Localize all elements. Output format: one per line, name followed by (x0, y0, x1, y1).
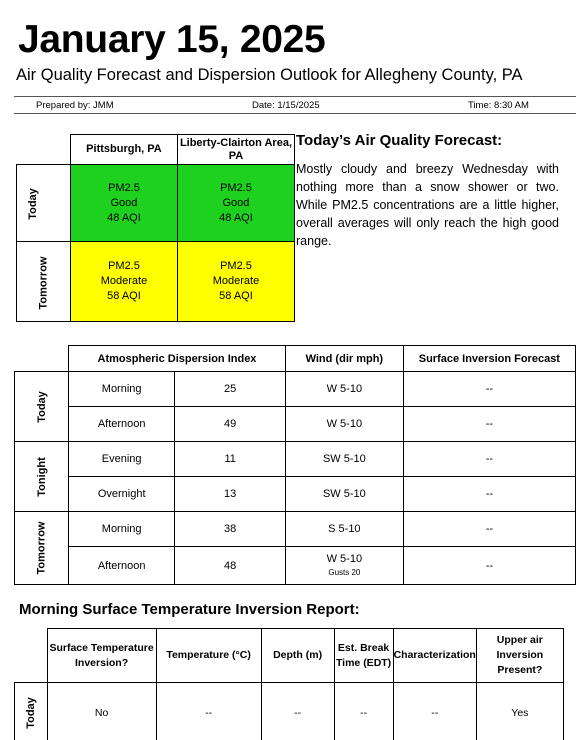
period-label: Afternoon (68, 407, 174, 442)
report-date-title: January 15, 2025 (18, 18, 326, 61)
aq-forecast-table (16, 134, 295, 322)
group-label-tonight: Tonight (15, 442, 69, 512)
forecast-paragraph: Mostly cloudy and breezy Wednesday with nothing more than a snow shower or two. While PM2.5 concentrations are a little higher, overall averages will only reach the high good range. (296, 162, 559, 248)
column-header-upper-air: Upper air Inversion Present? (476, 629, 563, 683)
column-header-break-time: Est. Break Time (EDT) (334, 629, 393, 683)
inversion-report-table (14, 628, 564, 740)
table-corner (15, 346, 69, 372)
table-corner (15, 629, 48, 683)
aq-cell-liberty-today (177, 165, 294, 242)
aq-cell-liberty-tomorrow (177, 242, 294, 322)
column-header-liberty-clairton: Liberty-Clairton Area, PA (177, 135, 294, 165)
row-label-today: Today (17, 165, 71, 242)
period-label: Morning (68, 372, 174, 407)
inversion-report-heading: Morning Surface Temperature Inversion Report: (19, 601, 360, 618)
wind-gust-value: Gusts 20 (328, 567, 361, 577)
aq-category: Good (222, 196, 250, 209)
inversion-value: -- (403, 547, 575, 585)
row-label-tomorrow: Tomorrow (17, 242, 71, 322)
aq-category: Good (110, 196, 138, 209)
report-meta-bar (14, 96, 576, 114)
break-time-value: -- (334, 683, 393, 740)
aq-cell-pittsburgh-today (70, 165, 177, 242)
group-label-tomorrow: Tomorrow (15, 512, 69, 585)
column-header-pittsburgh: Pittsburgh, PA (70, 135, 177, 165)
adi-value: 38 (175, 512, 286, 547)
inversion-value: -- (403, 477, 575, 512)
pollutant-label: PM2.5 (108, 181, 140, 194)
wind-value: SW 5-10 (285, 442, 403, 477)
aqi-value: 48 AQI (107, 211, 141, 224)
report-subtitle: Air Quality Forecast and Dispersion Outlook for Allegheny County, PA (16, 66, 523, 84)
inversion-present-value: No (47, 683, 156, 740)
column-header-wind: Wind (dir mph) (285, 346, 403, 372)
forecast-heading: Today’s Air Quality Forecast: (296, 132, 503, 149)
adi-value: 48 (175, 547, 286, 585)
group-label-today: Today (15, 372, 69, 442)
inversion-value: -- (403, 442, 575, 477)
dispersion-table (14, 345, 576, 585)
pollutant-label: PM2.5 (220, 260, 252, 272)
adi-value: 11 (175, 442, 286, 477)
row-label-today: Today (15, 683, 48, 740)
adi-value: 25 (175, 372, 286, 407)
column-header-temperature: Temperature (°C) (156, 629, 261, 683)
report-date-line: Date: 1/15/2025 (252, 100, 320, 111)
wind-value: SW 5-10 (285, 477, 403, 512)
aq-category: Moderate (212, 275, 260, 287)
adi-value: 13 (175, 477, 286, 512)
wind-value: W 5-10 (285, 407, 403, 442)
inversion-value: -- (403, 407, 575, 442)
column-header-characterization: Characterization (393, 629, 476, 683)
aq-category: Moderate (100, 275, 148, 287)
wind-value: W 5-10 (285, 372, 403, 407)
wind-value: W 5-10 (326, 552, 363, 565)
column-header-surface-inversion: Surface Temperature Inversion? (47, 629, 156, 683)
period-label: Evening (68, 442, 174, 477)
inversion-value: -- (403, 512, 575, 547)
wind-value: S 5-10 (285, 512, 403, 547)
aq-cell-pittsburgh-tomorrow (70, 242, 177, 322)
wind-cell (285, 547, 403, 585)
adi-value: 49 (175, 407, 286, 442)
aqi-value: 58 AQI (219, 290, 253, 302)
pollutant-label: PM2.5 (108, 260, 140, 272)
aqi-value: 58 AQI (107, 290, 141, 302)
column-header-surface-inversion: Surface Inversion Forecast (403, 346, 575, 372)
period-label: Overnight (68, 477, 174, 512)
prepared-by: Prepared by: JMM (36, 100, 114, 111)
upper-air-value: Yes (476, 683, 563, 740)
report-time-line: Time: 8:30 AM (468, 100, 529, 111)
depth-value: -- (261, 683, 334, 740)
aqi-value: 48 AQI (219, 211, 253, 224)
column-header-adi: Atmospheric Dispersion Index (68, 346, 285, 372)
column-header-depth: Depth (m) (261, 629, 334, 683)
temperature-value: -- (156, 683, 261, 740)
table-corner (17, 135, 71, 165)
inversion-value: -- (403, 372, 575, 407)
pollutant-label: PM2.5 (220, 181, 252, 194)
period-label: Afternoon (68, 547, 174, 585)
period-label: Morning (68, 512, 174, 547)
characterization-value: -- (393, 683, 476, 740)
